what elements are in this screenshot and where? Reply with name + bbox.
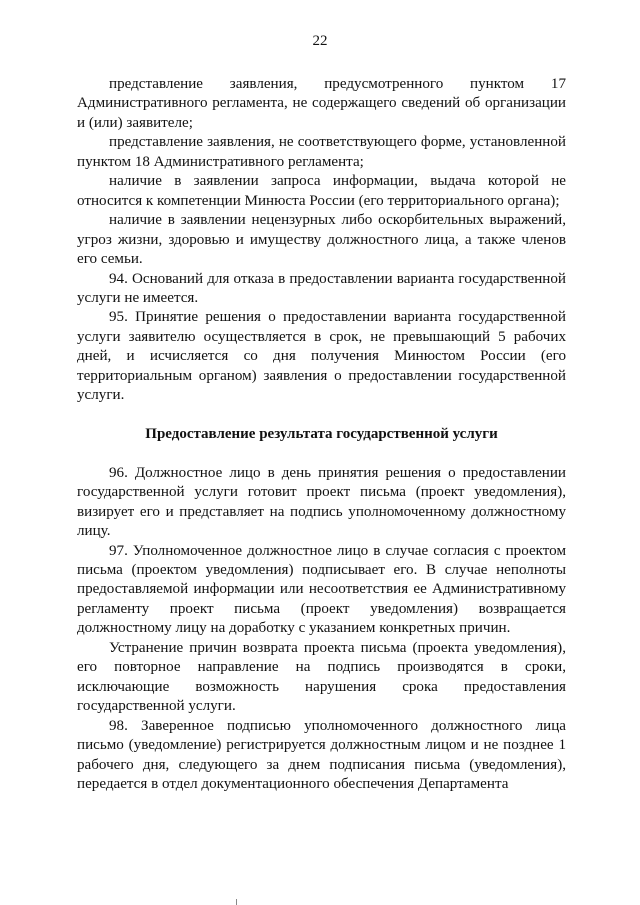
paragraph-96: 96. Должностное лицо в день принятия решения о предоставлении государственной услуги готовит проект письма (проект уведомления), визирует его и представляет на подпись уполномоченному должностному лицу.: [77, 464, 566, 540]
paragraph: наличие в заявлении запроса информации, выдача которой не относится к компетенции Минюста России (его территориального органа);: [77, 173, 566, 209]
paragraph: наличие в заявлении нецензурных либо оскорбительных выражений, угроз жизни, здоровью и имуществу должностного лица, а также членов его семьи.: [77, 212, 566, 268]
document-body: [77, 75, 566, 794]
paragraph: представление заявления, не соответствующего форме, установленной пунктом 18 Административного регламента;: [77, 134, 566, 170]
paragraph: Устранение причин возврата проекта письма (проекта уведомления), его повторное направление на подпись производятся в сроки, исключающие возможность нарушения срока предоставления государственной услуги.: [77, 639, 566, 715]
paragraph-98: 98. Заверенное подписью уполномоченного должностного лица письмо (уведомление) регистрируется должностным лицом и не позднее 1 рабочего дня, следующего за днем подписания письма (уведомления), передается в отдел документационного обеспечения Департамента: [77, 717, 566, 792]
paragraph-95: 95. Принятие решения о предоставлении варианта государственной услуги заявителю осуществляется в срок, не превышающий 5 рабочих дней, и исчисляется со дня получения Минюстом России (его территориальным органом) заявления о предоставлении государственной услуги.: [77, 309, 566, 404]
section-heading: Предоставление результата государственной услуги: [145, 425, 498, 442]
paragraph-94: 94. Оснований для отказа в предоставлении варианта государственной услуги не имеется.: [77, 270, 566, 306]
paragraph: представление заявления, предусмотренного пунктом 17 Административного регламента, не содержащего сведений об организации и (или) заявителе;: [77, 76, 566, 131]
paragraph-97: 97. Уполномоченное должностное лицо в случае согласия с проектом письма (проектом уведомления) подписывает его. В случае неполноты предоставляемой информации или несоответствия ее Административному регламенту проект письма (проект уведомления) возвращается должностному лицу на доработку с указанием конкретных причин.: [77, 542, 566, 637]
scan-edge-mark: [236, 899, 237, 905]
page-number: 22: [312, 33, 328, 49]
